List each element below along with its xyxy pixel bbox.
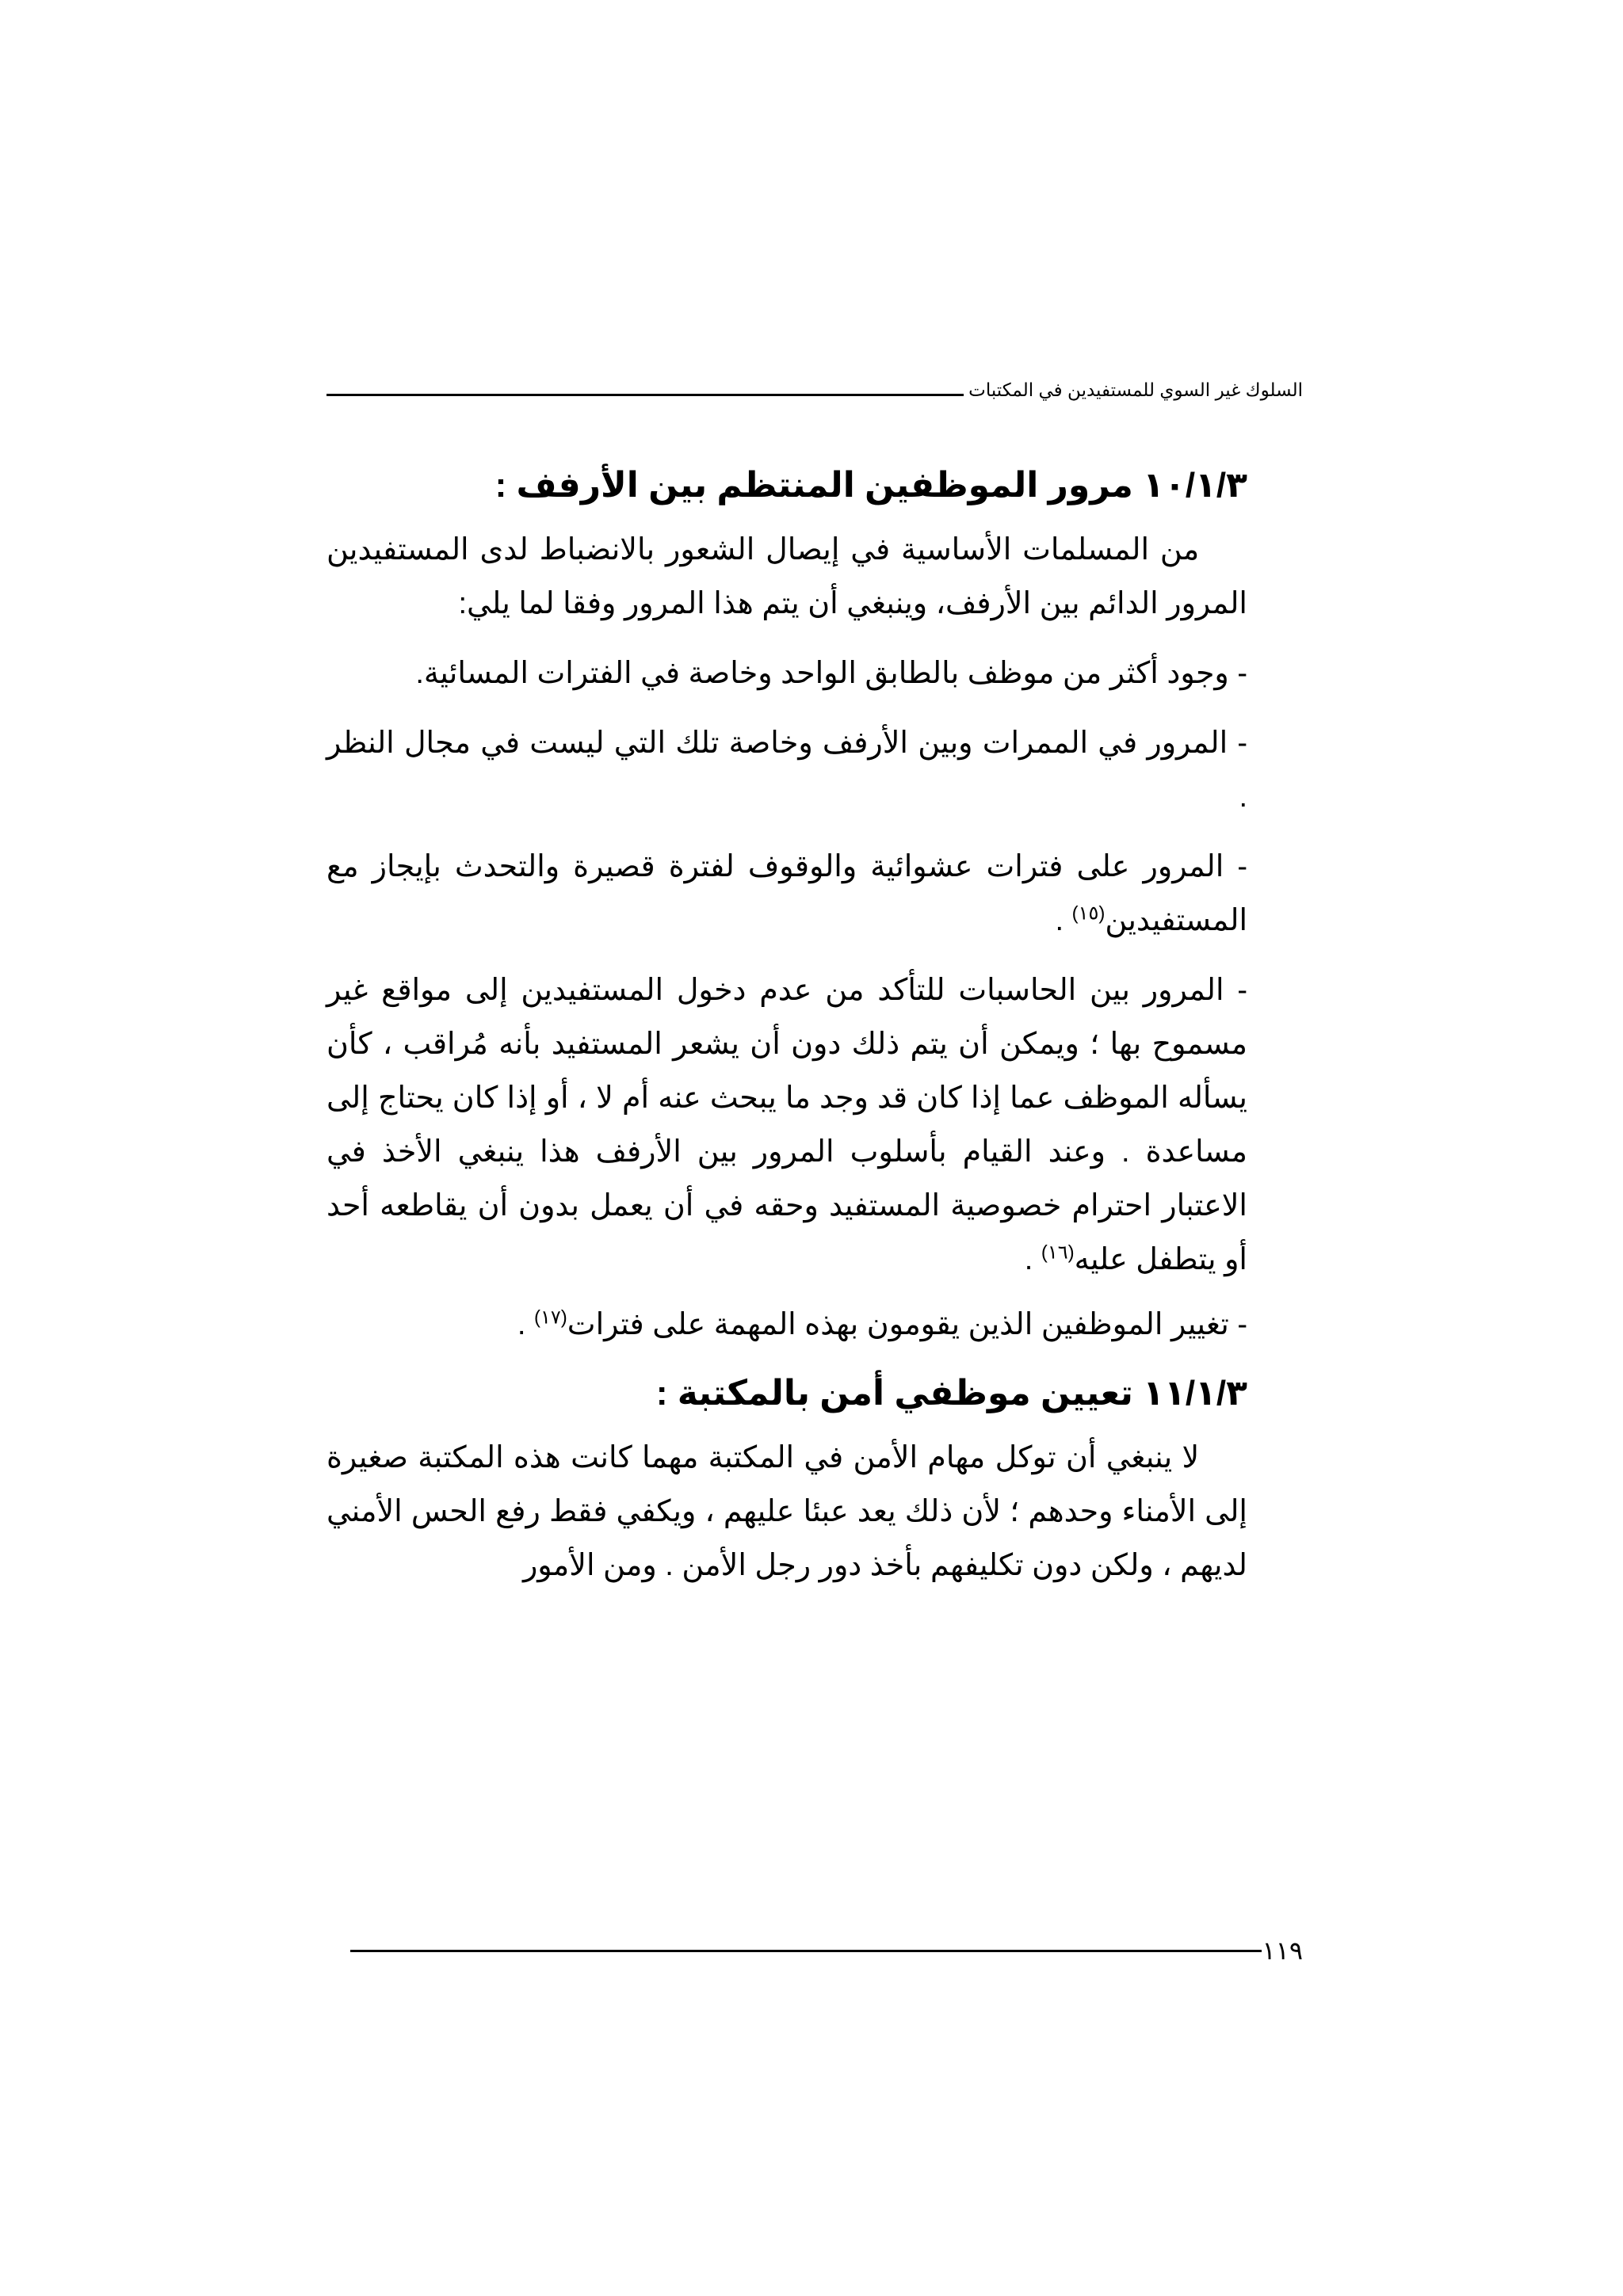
list-item	[327, 963, 1247, 1287]
list-item-tail: .	[1024, 1243, 1041, 1276]
list-item	[327, 646, 1247, 700]
running-header-title: السلوك غير السوي للمستفيدين في المكتبات	[968, 379, 1303, 400]
header-rule	[327, 394, 964, 396]
section-intro-paragraph: لا ينبغي أن توكل مهام الأمن في المكتبة مهما كانت هذه المكتبة صغيرة إلى الأمناء وحدهم ؛ لأن ذلك يعد عبئا عليهم ، ويكفي فقط رفع الحس الأمني لديهم ، ولكن دون تكليفهم بأخذ دور رجل الأمن . ومن الأمور	[327, 1441, 1247, 1582]
section-heading: ١١/١/٣ تعيين موظفي أمن بالمكتبة :	[655, 1374, 1247, 1413]
list-item-tail: .	[1055, 904, 1072, 937]
footnote-marker: (١٥)	[1071, 902, 1106, 925]
list-item-text: - المرور في الممرات وبين الأرفف وخاصة تلك التي ليست في مجال النظر .	[327, 727, 1247, 814]
list-item-tail: .	[517, 1308, 535, 1341]
list-item-text: - المرور على فترات عشوائية والوقوف لفترة قصيرة والتحدث بإيجاز مع المستفيدين	[327, 850, 1247, 937]
list-item-text: - المرور بين الحاسبات للتأكد من عدم دخول المستفيدين إلى مواقع غير مسموح بها ؛ ويمكن أن يتم ذلك دون أن يشعر المستفيد بأنه مُراقب ، كأن يسأله الموظف عما إذا كان قد وجد ما يبحث عنه أم لا ، أو إذا كان يحتاج إلى مساعدة . وعند القيام بأسلوب المرور بين الأرفف هذا ينبغي الأخذ في الاعتبار احترام خصوصية المستفيد وحقه في أن يعمل بدون أن يقاطعه أحد أو يتطفل عليه	[327, 974, 1247, 1276]
page-number: ١١٩	[1262, 1936, 1303, 1965]
list-item-text: - وجود أكثر من موظف بالطابق الواحد وخاصة في الفترات المسائية.	[415, 657, 1247, 690]
section-intro-paragraph: من المسلمات الأساسية في إيصال الشعور بالانضباط لدى المستفيدين المرور الدائم بين الأرفف، وينبغي أن يتم هذا المرور وفقا لما يلي:	[327, 533, 1247, 620]
page-footer	[327, 1936, 1303, 1965]
list-item	[327, 1298, 1247, 1352]
section-heading: ١٠/١/٣ مرور الموظفين المنتظم بين الأرفف :	[495, 466, 1247, 505]
list-item	[327, 840, 1247, 948]
footnote-marker: (١٧)	[534, 1306, 567, 1329]
footnote-marker: (١٦)	[1041, 1241, 1075, 1264]
footer-rule	[350, 1950, 1262, 1952]
list-item	[327, 716, 1247, 824]
page-body	[327, 460, 1247, 1592]
list-item-text: - تغيير الموظفين الذين يقومون بهذه المهمة على فترات	[567, 1308, 1247, 1341]
running-header	[327, 379, 1303, 401]
